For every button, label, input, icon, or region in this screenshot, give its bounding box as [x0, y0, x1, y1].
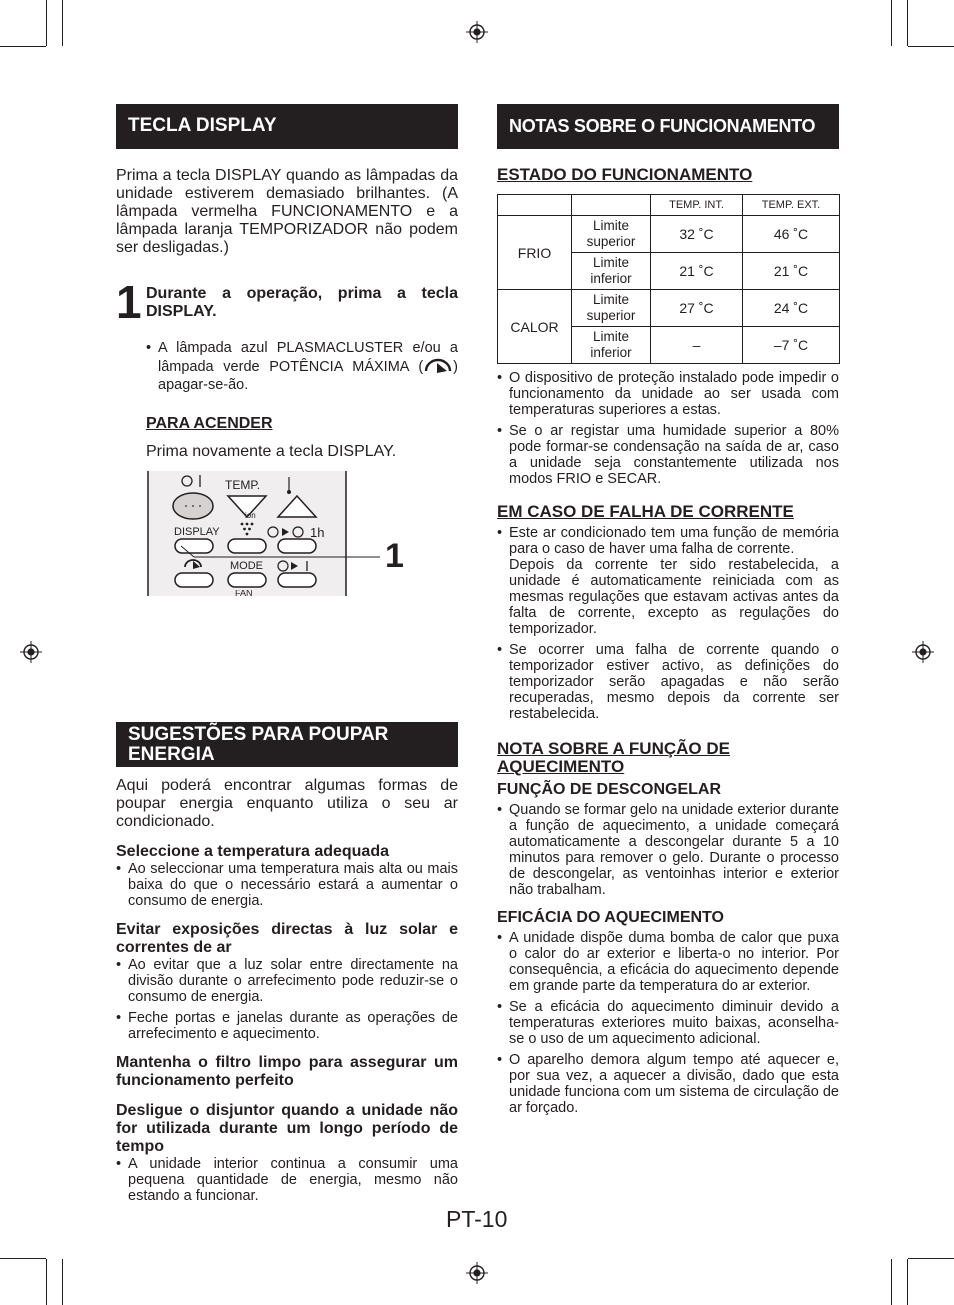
- energia-title-line2: ENERGIA: [128, 744, 215, 765]
- estado-bullet-humidade: • Se o ar registar uma humidade superior a 80% pode formar-se condensação na saída de ar, caso a unidade seja constantemente utilizada nos modos FRIO e SECAR.: [497, 423, 839, 487]
- remote-mode-label: MODE: [230, 560, 263, 572]
- step-number: 1: [116, 276, 142, 328]
- table-row-calor: CALOR: [498, 290, 572, 364]
- left-column: [116, 104, 458, 1204]
- table-cell: 27 ˚C: [651, 290, 743, 327]
- section-header-display: TECLA DISPLAY: [116, 104, 458, 149]
- table-limit-label: Limite inferior: [572, 253, 651, 290]
- descongelar-bullet: • Quando se formar gelo na unidade exterior durante a função de aquecimento, a unidade começará automaticamente a descongelar durante 5 a 10 minutos para remover o gelo. Durante o processo de descongelar, as ventoinhas interior e exterior não trabalham.: [497, 802, 839, 898]
- table-row-frio: FRIO: [498, 216, 572, 290]
- remote-fan-label: FAN: [235, 590, 253, 596]
- step-1: [116, 276, 458, 328]
- estado-bullet-protecao: • O dispositivo de proteção instalado pode impedir o funcionamento da unidade ao ser usada com temperaturas superiores a estas.: [497, 370, 839, 418]
- table-cell: –: [651, 327, 743, 364]
- table-cell: 24 ˚C: [743, 290, 840, 327]
- remote-callout-number: 1: [385, 537, 404, 575]
- table-cell: –7 ˚C: [743, 327, 840, 364]
- section-header-energia: [116, 722, 458, 767]
- registration-mark-icon: [912, 641, 934, 663]
- estado-title: ESTADO DO FUNCIONAMENTO: [497, 165, 753, 184]
- full-power-icon: [423, 357, 453, 375]
- table-limit-label: Limite superior: [572, 290, 651, 327]
- energia-bullet-portas: • Feche portas e janelas durante as operações de arrefecimento e aquecimento.: [116, 1010, 458, 1042]
- falha-title: EM CASO DE FALHA DE CORRENTE: [497, 502, 794, 521]
- energia-heading-disjuntor: Desligue o disjuntor quando a unidade não for utilizada durante um longo período de tempo: [116, 1102, 458, 1155]
- page-number: PT-10: [446, 1206, 508, 1232]
- descongelar-title: FUNÇÃO DE DESCONGELAR: [497, 781, 722, 798]
- registration-mark-icon: [466, 21, 488, 43]
- display-note-text: A lâmpada azul PLASMACLUSTER e/ou a lâmpada verde POTÊNCIA MÁXIMA (: [158, 340, 458, 375]
- table-cell: 46 ˚C: [743, 216, 840, 253]
- falha-bullet-memoria: [497, 525, 839, 637]
- table-col-int: TEMP. INT.: [651, 195, 743, 216]
- eficacia-bullet-bomba: • A unidade dispõe duma bomba de calor que puxa o calor do ar exterior e liberta-o no interior. Por consequência, a eficácia do aquecimento depende em grande parte da temperatura do ar exterior.: [497, 930, 839, 994]
- registration-mark-icon: [466, 1262, 488, 1284]
- display-intro: Prima a tecla DISPLAY quando as lâmpadas da unidade estiverem demasiado brilhantes. (A lâmpada vermelha FUNCIONAMENTO e a lâmpada laranja TEMPORIZADOR não podem ser desligadas.): [116, 167, 458, 256]
- eficacia-bullet-adicional: • Se a eficácia do aquecimento diminuir devido a temperaturas exteriores muito baixas, aconselha-se o uso de um aquecimento adicional.: [497, 999, 839, 1047]
- registration-mark-icon: [20, 641, 42, 663]
- energia-bullet-temperatura: • Ao seleccionar uma temperatura mais alta ou mais baixa do que o necessário estará a aumentar o consumo de energia.: [116, 861, 458, 909]
- remote-temp-label: TEMP.: [225, 478, 261, 492]
- energia-heading-temperatura: Seleccione a temperatura adequada: [116, 843, 389, 860]
- remote-ion-label: ion: [245, 511, 256, 520]
- table-cell: 21 ˚C: [743, 253, 840, 290]
- table-col-ext: TEMP. EXT.: [743, 195, 840, 216]
- energia-heading-luz-solar: Evitar exposições directas à luz solar e correntes de ar: [116, 921, 458, 956]
- remote-illustration: [146, 471, 416, 596]
- eficacia-bullet-demora: • O aparelho demora algum tempo até aquecer e, por sua vez, a aquecer a divisão, dado que esta unidade funciona com um sistema de circulação de ar forçado.: [497, 1052, 839, 1116]
- remote-display-label: DISPLAY: [174, 526, 220, 538]
- falha-reinicio-text: Depois da corrente ter sido restabelecida, a unidade é automaticamente reiniciada com as mesmas regulações que estavam activas antes da falta de corrente, excepto as regulações do temporizador.: [509, 557, 839, 637]
- right-column: [497, 104, 839, 1116]
- step-text: Durante a operação, prima a tecla DISPLAY.: [146, 285, 458, 320]
- remote-1h-label: 1h: [310, 525, 325, 540]
- energia-bullet-disjuntor: • A unidade interior continua a consumir uma pequena quantidade de energia, mesmo não estando a funcionar.: [116, 1156, 458, 1204]
- aquecimento-title: NOTA SOBRE A FUNÇÃO DE AQUECIMENTO: [497, 739, 730, 776]
- table-limit-label: Limite superior: [572, 216, 651, 253]
- display-note: [146, 339, 458, 394]
- energia-heading-filtro: Mantenha o filtro limpo para assegurar um funcionamento perfeito: [116, 1054, 458, 1089]
- para-acender-text: Prima novamente a tecla DISPLAY.: [146, 443, 397, 460]
- table-cell: 21 ˚C: [651, 253, 743, 290]
- display-note-end: ) apagar-se-ão.: [158, 359, 458, 393]
- section-header-notas: NOTAS SOBRE O FUNCIONAMENTO: [497, 104, 839, 149]
- falha-memoria-text: • Este ar condicionado tem uma função de memória para o caso de haver uma falha de corrente.: [509, 525, 839, 557]
- eficacia-title: EFICÁCIA DO AQUECIMENTO: [497, 909, 724, 926]
- falha-bullet-temporizador: • Se ocorrer uma falha de corrente quando o temporizador estiver activo, as definições do temporizador serão apagadas e não serão recuperadas, mesmo depois da corrente ser restabelecida.: [497, 642, 839, 722]
- para-acender-title: PARA ACENDER: [146, 415, 273, 432]
- table-cell: 32 ˚C: [651, 216, 743, 253]
- table-limit-label: Limite inferior: [572, 327, 651, 364]
- energia-bullet-luz-solar: • Ao evitar que a luz solar entre directamente na divisão durante o arrefecimento pode reduzir-se o consumo de energia.: [116, 957, 458, 1005]
- temperature-table: [497, 194, 840, 364]
- energia-intro: Aqui poderá encontrar algumas formas de poupar energia enquanto utiliza o seu ar condicionado.: [116, 777, 458, 830]
- energia-title-line1: SUGESTÕES PARA POUPAR: [128, 724, 389, 745]
